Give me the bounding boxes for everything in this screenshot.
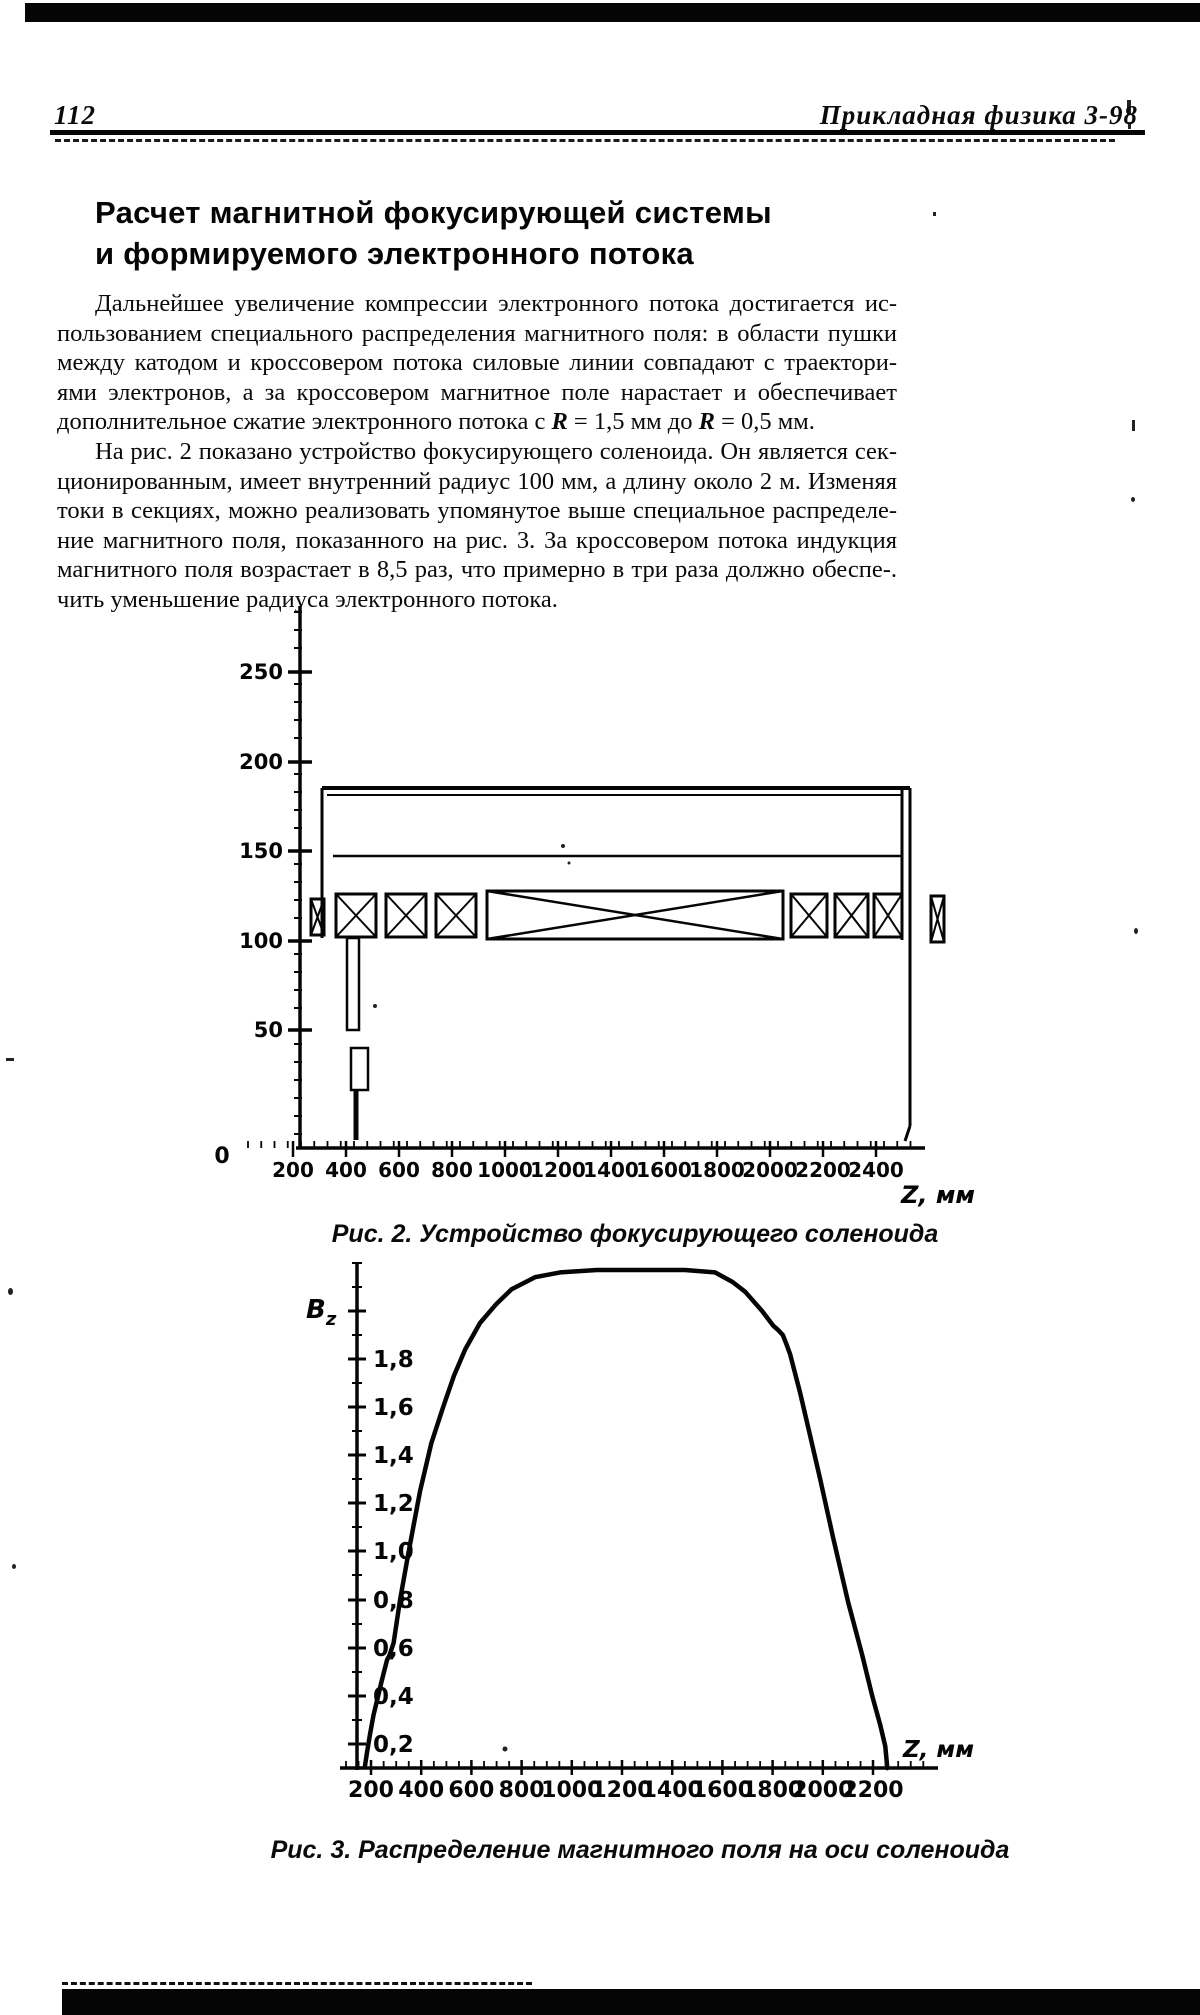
body-text-segment: На рис. 2 показано устройство фокусирующего соленоида. Он является сек- bbox=[95, 437, 897, 465]
body-text-segment: = 0,5 мм. bbox=[714, 408, 815, 436]
fig3-x-tick-label: 1800 bbox=[741, 1778, 804, 1803]
figure2-caption: Рис. 2. Устройство фокусирующего соленоида bbox=[331, 1220, 939, 1248]
body-line bbox=[57, 437, 897, 467]
body-line bbox=[57, 319, 897, 349]
body-text-segment: чить уменьшение радиуса электронного потока. bbox=[57, 585, 558, 613]
fig3-y-tick-label: 0,6 bbox=[373, 1636, 414, 1662]
fig3-y-tick-label: 0,8 bbox=[373, 1588, 414, 1614]
formula-symbol: R bbox=[698, 408, 715, 436]
figure2-solenoid-diagram bbox=[170, 588, 1020, 1218]
body-line bbox=[57, 467, 897, 497]
fig2-x-tick-label: 1200 bbox=[530, 1158, 586, 1182]
fig3-y-axis-label bbox=[306, 1295, 337, 1330]
fig3-x-tick-label: 400 bbox=[398, 1778, 445, 1803]
fig2-x-tick-label: 800 bbox=[431, 1158, 473, 1182]
body-line bbox=[57, 555, 897, 585]
body-line bbox=[57, 407, 897, 437]
fig2-beam-exit bbox=[905, 1126, 910, 1141]
journal-title-header: Прикладная физика 3-98 bbox=[819, 100, 1138, 130]
fig2-y-tick-label: 200 bbox=[239, 750, 283, 774]
scan-artifact bbox=[8, 1288, 13, 1295]
header-rule bbox=[50, 130, 1145, 135]
article-body bbox=[57, 289, 897, 615]
fig3-x-tick-label: 1400 bbox=[641, 1778, 703, 1803]
fig2-gun-cathode bbox=[351, 1048, 368, 1090]
figure3-field-plot bbox=[270, 1250, 990, 1810]
article-title-line2: и формируемого электронного потока bbox=[95, 236, 694, 271]
fig2-x-axis-label: Z, мм bbox=[900, 1181, 976, 1209]
body-line bbox=[57, 289, 897, 319]
article-title-line1: Расчет магнитной фокусирующей системы bbox=[95, 195, 772, 230]
fig2-x-tick-label: 400 bbox=[325, 1158, 367, 1182]
fig2-x-tick-label: 0 bbox=[214, 1144, 230, 1169]
formula-symbol: R bbox=[551, 408, 568, 436]
fig3-y-tick-label: 0,2 bbox=[373, 1732, 414, 1758]
fig2-x-tick-label: 1800 bbox=[689, 1158, 745, 1182]
scan-artifact bbox=[561, 844, 565, 848]
scan-artifact bbox=[6, 1058, 14, 1061]
header-rule-dashed bbox=[55, 139, 1115, 142]
fig3-x-tick-label: 600 bbox=[448, 1778, 495, 1803]
fig2-y-tick-label: 250 bbox=[239, 660, 283, 684]
fig2-x-tick-label: 2000 bbox=[742, 1158, 798, 1182]
scan-artifact bbox=[1131, 497, 1135, 502]
fig2-x-tick-label: 1000 bbox=[477, 1158, 533, 1182]
body-text-segment: Дальнейшее увеличение компрессии электронного потока достигается ис- bbox=[95, 290, 897, 317]
fig3-x-tick-label: 1600 bbox=[691, 1778, 754, 1803]
scan-artifact bbox=[503, 1747, 508, 1752]
fig2-x-tick-label: 600 bbox=[378, 1158, 420, 1182]
fig3-field-curve bbox=[365, 1270, 887, 1768]
fig2-y-tick-label: 100 bbox=[239, 929, 283, 953]
fig2-y-tick-label: 150 bbox=[239, 839, 283, 863]
fig3-y-tick-label: 1,6 bbox=[373, 1395, 414, 1421]
fig3-x-tick-label: 800 bbox=[498, 1778, 545, 1803]
scan-artifact-bottom-dashes bbox=[62, 1982, 532, 1985]
scan-artifact bbox=[1132, 420, 1135, 431]
fig2-x-tick-label: 200 bbox=[272, 1158, 314, 1182]
body-line bbox=[57, 496, 897, 526]
body-text-segment: дополнительное сжатие электронного потока с bbox=[57, 408, 552, 436]
fig2-y-tick-label: 50 bbox=[253, 1018, 283, 1042]
fig2-x-tick-label: 2400 bbox=[848, 1158, 904, 1182]
body-line bbox=[57, 348, 897, 378]
fig2-x-tick-label: 1600 bbox=[636, 1158, 692, 1182]
fig2-x-tick-label: 1400 bbox=[583, 1158, 639, 1182]
fig3-x-tick-label: 2000 bbox=[792, 1778, 854, 1803]
fig3-x-axis-label: Z, мм bbox=[903, 1737, 975, 1763]
body-text-segment: токи в секциях, можно реализовать упомянутое выше специальное распределе- bbox=[57, 497, 897, 525]
figure3-caption: Рис. 3. Распределение магнитного поля на оси соленоида bbox=[270, 1836, 1010, 1864]
scan-artifact-bottom-bar bbox=[62, 1989, 1200, 2015]
body-text-segment: = 1,5 мм до bbox=[567, 408, 699, 436]
fig3-x-tick-label: 1200 bbox=[591, 1778, 653, 1803]
fig3-x-tick-label: 2200 bbox=[842, 1778, 904, 1803]
fig3-y-tick-label: 1,0 bbox=[373, 1539, 414, 1565]
scan-artifact bbox=[373, 1004, 377, 1008]
body-text-segment: пользованием специального распределения магнитного поля: в области пушки bbox=[57, 319, 897, 347]
fig3-x-tick-label: 1000 bbox=[541, 1778, 603, 1803]
body-line bbox=[57, 378, 897, 408]
scan-artifact bbox=[12, 1564, 16, 1569]
scan-artifact bbox=[568, 862, 571, 865]
body-line bbox=[57, 526, 897, 556]
body-text-segment: между катодом и кроссовером потока силовые линии совпадают с траектори- bbox=[57, 349, 897, 377]
body-text-segment: ционированным, имеет внутренний радиус 100 мм, а длину около 2 м. Изменяя bbox=[57, 467, 897, 495]
fig2-x-tick-label: 2200 bbox=[795, 1158, 851, 1182]
body-text-segment: магнитного поля возрастает в 8,5 раз, что примерно в три раза должно обеспе-. bbox=[57, 556, 897, 584]
fig3-y-tick-label: 1,2 bbox=[373, 1491, 414, 1517]
fig3-ylabel-sub: z bbox=[325, 1309, 337, 1330]
fig3-ylabel-B: B bbox=[306, 1295, 326, 1325]
body-text-segment: ние магнитного поля, показанного на рис. 3. За кроссовером потока индукция bbox=[57, 526, 897, 554]
fig3-y-tick-label: 0,4 bbox=[373, 1684, 414, 1710]
fig2-gun-channel bbox=[347, 938, 359, 1030]
page-number: 112 bbox=[54, 100, 97, 130]
scan-artifact-top-bar bbox=[25, 3, 1200, 22]
fig3-y-tick-label: 1,8 bbox=[373, 1347, 414, 1373]
fig3-y-tick-label: 1,4 bbox=[373, 1443, 414, 1469]
fig3-x-tick-label: 200 bbox=[348, 1778, 394, 1803]
body-text-segment: ями электронов, а за кроссовером магнитное поле нарастает и обеспечивает bbox=[57, 378, 897, 406]
scan-artifact bbox=[1134, 928, 1138, 934]
